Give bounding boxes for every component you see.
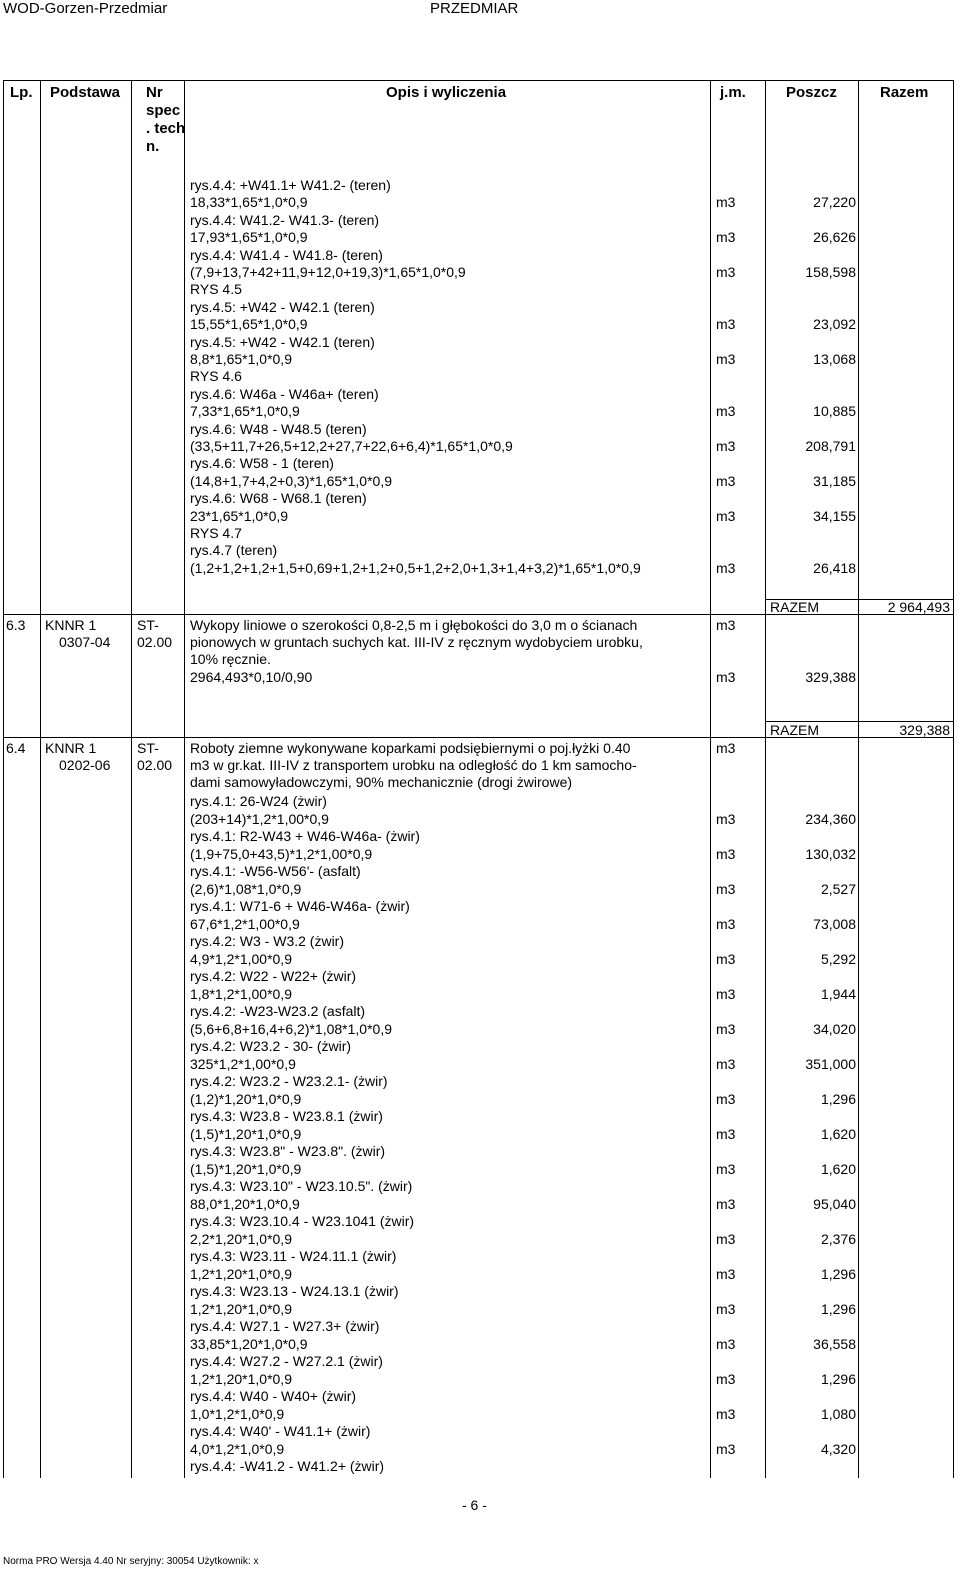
calc-unit: m3 xyxy=(716,1160,736,1177)
calc-line: 15,55*1,65*1,0*0,9 xyxy=(190,316,308,333)
calc-unit: m3 xyxy=(716,845,736,862)
calc-unit: m3 xyxy=(716,229,736,246)
col-podstawa: Podstawa xyxy=(50,84,121,101)
calc-value: 2,527 xyxy=(820,880,856,897)
calc-line: rys.4.2: W22 - W22+ (żwir) xyxy=(190,968,357,984)
calc-value: 351,000 xyxy=(805,1055,856,1072)
calc-value: 4,320 xyxy=(820,1440,856,1457)
row-border xyxy=(3,737,953,738)
calc-line: rys.4.4: W40' - W41.1+ (żwir) xyxy=(190,1423,371,1439)
pos-unit: m3 xyxy=(716,617,736,633)
calc-line: 17,93*1,65*1,0*0,9 xyxy=(190,229,308,246)
calc-line: rys.4.2: -W23-W23.2 (asfalt) xyxy=(190,1003,366,1019)
col-border xyxy=(710,80,711,1478)
calc-unit: m3 xyxy=(716,1335,736,1352)
calc-line: rys.4.4: W27.2 - W27.2.1 (żwir) xyxy=(190,1353,383,1369)
calc-line: (14,8+1,7+4,2+0,3)*1,65*1,0*0,9 xyxy=(190,472,393,489)
calc-line: rys.4.5: +W42 - W42.1 (teren) xyxy=(190,298,375,315)
calc-unit: m3 xyxy=(716,1265,736,1282)
calc-line: rys.4.4: W40 - W40+ (żwir) xyxy=(190,1388,357,1404)
calc-value: 23,092 xyxy=(813,316,856,333)
pos-lp: 6.4 xyxy=(6,740,26,756)
col-nr-line: spec xyxy=(146,102,181,119)
pos-desc: m3 w gr.kat. III-IV z transportem urobku na odległość do 1 km samocho- xyxy=(190,757,637,773)
calc-line: 1,2*1,20*1,0*0,9 xyxy=(190,1370,292,1387)
calc-line: (7,9+13,7+42+11,9+12,0+19,3)*1,65*1,0*0,9 xyxy=(190,264,466,280)
calc-value: 1,296 xyxy=(820,1090,856,1107)
calc-line: rys.4.4: +W41.1+ W41.2- (teren) xyxy=(190,177,391,193)
calc-unit: m3 xyxy=(716,1090,736,1107)
pos-desc: dami samowyładowczymi, 90% mechanicznie (drogi żwirowe) xyxy=(190,774,573,790)
calc-line: rys.4.1: 26-W24 (żwir) xyxy=(190,793,327,809)
calc-line: (2,6)*1,08*1,0*0,9 xyxy=(190,880,302,897)
col-nr-line: Nr xyxy=(146,84,163,101)
calc-line: (203+14)*1,2*1,00*0,9 xyxy=(190,810,329,827)
calc-line: rys.4.6: W46a - W46a+ (teren) xyxy=(190,385,379,402)
col-poszcz: Poszcz xyxy=(786,84,837,101)
calc-line: (1,5)*1,20*1,0*0,9 xyxy=(190,1125,302,1142)
table-top-border xyxy=(3,80,953,81)
header-project: WOD-Gorzen-Przedmiar xyxy=(3,0,168,17)
calc-line: (5,6+6,8+16,4+6,2)*1,08*1,0*0,9 xyxy=(190,1020,393,1037)
calc-value: 1,296 xyxy=(820,1265,856,1282)
pos-spec-code: 02.00 xyxy=(137,634,173,650)
calc-unit: m3 xyxy=(716,880,736,897)
calc-unit: m3 xyxy=(716,1405,736,1422)
calc-value: 10,885 xyxy=(813,403,856,420)
razem-value: 329,388 xyxy=(899,722,950,738)
calc-unit: m3 xyxy=(716,264,736,280)
calc-value: 26,418 xyxy=(813,559,856,576)
col-nr-line: . tech xyxy=(146,120,186,137)
pos-unit: m3 xyxy=(716,740,736,756)
calc-unit: m3 xyxy=(716,194,736,211)
calc-line: (1,9+75,0+43,5)*1,2*1,00*0,9 xyxy=(190,845,373,862)
pos-podstawa: KNNR 1 xyxy=(45,617,97,633)
razem-label: RAZEM xyxy=(770,599,819,615)
header-title: PRZEDMIAR xyxy=(430,0,519,17)
calc-unit: m3 xyxy=(716,403,736,420)
calc-line: rys.4.3: W23.8 - W23.8.1 (żwir) xyxy=(190,1108,383,1124)
calc-line: 1,0*1,2*1,0*0,9 xyxy=(190,1405,285,1422)
col-border xyxy=(953,80,954,1478)
pos-desc: Wykopy liniowe o szerokości 0,8-2,5 m i głębokości do 3,0 m o ścianach xyxy=(190,617,638,633)
row-border xyxy=(3,614,953,615)
pos-podstawa-code: 0307-04 xyxy=(59,634,111,650)
calc-line: 67,6*1,2*1,00*0,9 xyxy=(190,915,300,932)
calc-line: 23*1,65*1,0*0,9 xyxy=(190,507,289,524)
calc-value: 1,620 xyxy=(820,1125,856,1142)
calc-value: 73,008 xyxy=(813,915,856,932)
calc-line: rys.4.5: +W42 - W42.1 (teren) xyxy=(190,333,375,350)
calc-line: rys.4.3: W23.13 - W24.13.1 (żwir) xyxy=(190,1283,399,1299)
calc-line: rys.4.6: W58 - 1 (teren) xyxy=(190,455,334,472)
calc-line: 1,2*1,20*1,0*0,9 xyxy=(190,1300,292,1317)
calc-value: 130,032 xyxy=(805,845,856,862)
calc-value: 208,791 xyxy=(805,438,856,454)
calc-unit: m3 xyxy=(716,950,736,967)
calc-unit: m3 xyxy=(716,1440,736,1457)
pos-calc-value: 329,388 xyxy=(805,669,856,685)
calc-value: 1,296 xyxy=(820,1370,856,1387)
pos-desc: Roboty ziemne wykonywane koparkami podsiębiernymi o poj.łyżki 0.40 xyxy=(190,740,631,756)
calc-value: 158,598 xyxy=(805,264,856,280)
calc-line: rys.4.2: W23.2 - 30- (żwir) xyxy=(190,1038,352,1054)
calc-line: 88,0*1,20*1,0*0,9 xyxy=(190,1195,300,1212)
pos-spec: ST- xyxy=(137,740,159,756)
pos-calc-unit: m3 xyxy=(716,669,736,685)
calc-line: RYS 4.5 xyxy=(190,281,242,298)
calc-line: (33,5+11,7+26,5+12,2+27,7+22,6+6,4)*1,65*1,0*0,9 xyxy=(190,438,513,454)
page-number: - 6 - xyxy=(462,1497,487,1513)
calc-value: 26,626 xyxy=(813,229,856,246)
calc-line: 33,85*1,20*1,0*0,9 xyxy=(190,1335,308,1352)
calc-unit: m3 xyxy=(716,316,736,333)
calc-value: 34,155 xyxy=(813,507,856,524)
calc-line: rys.4.6: W48 - W48.5 (teren) xyxy=(190,420,367,437)
calc-line: (1,2)*1,20*1,0*0,9 xyxy=(190,1090,302,1107)
calc-value: 95,040 xyxy=(813,1195,856,1212)
col-border xyxy=(131,80,132,1478)
calc-value: 1,944 xyxy=(820,985,856,1002)
calc-line: 8,8*1,65*1,0*0,9 xyxy=(190,351,292,367)
calc-unit: m3 xyxy=(716,810,736,827)
calc-line: 7,33*1,65*1,0*0,9 xyxy=(190,403,300,420)
calc-unit: m3 xyxy=(716,1370,736,1387)
calc-value: 1,620 xyxy=(820,1160,856,1177)
calc-unit: m3 xyxy=(716,438,736,454)
calc-line: rys.4.3: W23.10" - W23.10.5". (żwir) xyxy=(190,1178,413,1194)
calc-line: 1,8*1,2*1,00*0,9 xyxy=(190,985,292,1002)
calc-line: rys.4.1: R2-W43 + W46-W46a- (żwir) xyxy=(190,828,420,844)
calc-value: 2,376 xyxy=(820,1230,856,1247)
pos-spec: ST- xyxy=(137,617,159,633)
calc-unit: m3 xyxy=(716,1230,736,1247)
col-border xyxy=(765,80,766,1478)
calc-line: (1,2+1,2+1,2+1,5+0,69+1,2+1,2+0,5+1,2+2,0+1,3+1,4+3,2)*1,65*1,0*0,9 xyxy=(190,559,641,576)
calc-line: rys.4.3: W23.10.4 - W23.1041 (żwir) xyxy=(190,1213,415,1229)
calc-line: (1,5)*1,20*1,0*0,9 xyxy=(190,1160,302,1177)
calc-line: 4,9*1,2*1,00*0,9 xyxy=(190,950,292,967)
col-border xyxy=(184,80,185,1478)
calc-unit: m3 xyxy=(716,1125,736,1142)
calc-unit: m3 xyxy=(716,1020,736,1037)
calc-line: rys.4.7 (teren) xyxy=(190,542,278,559)
calc-value: 5,292 xyxy=(820,950,856,967)
col-nr xyxy=(146,84,185,156)
calc-value: 13,068 xyxy=(813,351,856,367)
col-border xyxy=(3,80,4,1478)
calc-line: 325*1,2*1,00*0,9 xyxy=(190,1055,296,1072)
calc-unit: m3 xyxy=(716,915,736,932)
page-header xyxy=(0,0,960,18)
calc-value: 31,185 xyxy=(813,472,856,489)
calc-value: 234,360 xyxy=(805,810,856,827)
pos-desc: 10% ręcznie. xyxy=(190,651,271,667)
pos-spec-code: 02.00 xyxy=(137,757,173,773)
calc-value: 1,080 xyxy=(820,1405,856,1422)
calc-line: 1,2*1,20*1,0*0,9 xyxy=(190,1265,292,1282)
col-opis: Opis i wyliczenia xyxy=(386,84,507,101)
pos-desc: pionowych w gruntach suchych kat. III-IV z ręcznym wydobyciem urobku, xyxy=(190,634,643,650)
calc-line: rys.4.4: W41.2- W41.3- (teren) xyxy=(190,211,380,228)
calc-line: 2,2*1,20*1,0*0,9 xyxy=(190,1230,292,1247)
footer-software: Norma PRO Wersja 4.40 Nr seryjny: 30054 Użytkownik: x xyxy=(3,1556,259,1567)
calc-unit: m3 xyxy=(716,472,736,489)
pos-lp: 6.3 xyxy=(6,617,26,633)
pos-podstawa: KNNR 1 xyxy=(45,740,97,756)
calc-line: rys.4.4: W41.4 - W41.8- (teren) xyxy=(190,246,383,263)
calc-unit: m3 xyxy=(716,507,736,524)
pos-podstawa-code: 0202-06 xyxy=(59,757,111,773)
calc-value: 34,020 xyxy=(813,1020,856,1037)
col-border xyxy=(40,80,41,1478)
calc-line: rys.4.1: -W56-W56'- (asfalt) xyxy=(190,863,361,879)
calc-unit: m3 xyxy=(716,1300,736,1317)
calc-line: RYS 4.7 xyxy=(190,525,242,541)
col-jm: j.m. xyxy=(720,84,746,101)
razem-label: RAZEM xyxy=(770,722,819,738)
calc-line: rys.4.3: W23.11 - W24.11.1 (żwir) xyxy=(190,1248,397,1264)
razem-value: 2 964,493 xyxy=(887,599,950,615)
calc-line: rys.4.2: W23.2 - W23.2.1- (żwir) xyxy=(190,1073,388,1089)
calc-value: 36,558 xyxy=(813,1335,856,1352)
calc-line: 4,0*1,2*1,0*0,9 xyxy=(190,1440,285,1457)
calc-line: 18,33*1,65*1,0*0,9 xyxy=(190,194,308,211)
col-border xyxy=(858,80,859,1478)
calc-value: 1,296 xyxy=(820,1300,856,1317)
pos-calc: 2964,493*0,10/0,90 xyxy=(190,669,313,685)
calc-line: rys.4.4: W27.1 - W27.3+ (żwir) xyxy=(190,1318,380,1334)
calc-line: rys.4.3: W23.8" - W23.8". (żwir) xyxy=(190,1143,386,1159)
calc-line: rys.4.1: W71-6 + W46-W46a- (żwir) xyxy=(190,898,410,914)
calc-value: 27,220 xyxy=(813,194,856,211)
calc-unit: m3 xyxy=(716,351,736,367)
col-nr-line: n. xyxy=(146,138,160,155)
calc-line: rys.4.6: W68 - W68.1 (teren) xyxy=(190,490,367,507)
calc-unit: m3 xyxy=(716,1195,736,1212)
calc-unit: m3 xyxy=(716,1055,736,1072)
calc-unit: m3 xyxy=(716,559,736,576)
calc-unit: m3 xyxy=(716,985,736,1002)
calc-line: rys.4.4: -W41.2 - W41.2+ (żwir) xyxy=(190,1458,385,1474)
col-lp: Lp. xyxy=(10,84,33,101)
calc-line: RYS 4.6 xyxy=(190,368,242,385)
calc-line: rys.4.2: W3 - W3.2 (żwir) xyxy=(190,933,345,949)
col-razem: Razem xyxy=(880,84,929,101)
